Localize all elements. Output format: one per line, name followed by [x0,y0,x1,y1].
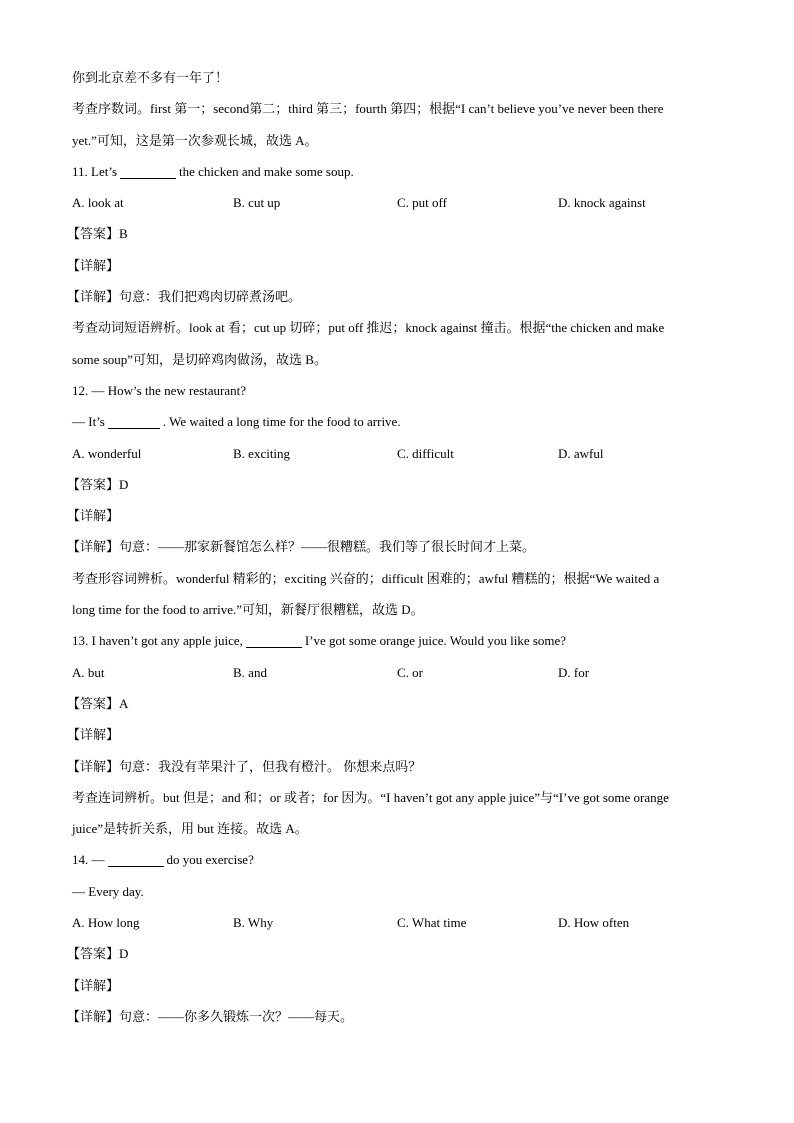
detail-heading [67,970,722,1001]
answer-blank [246,632,302,648]
question-text: the chicken and make some soup. [179,163,354,179]
answer-blank [120,163,176,179]
question-14 [72,844,722,875]
question-12-options [72,438,722,469]
question-text: . We waited a long time for the food to arrive. [162,414,401,430]
detail-line [67,1001,722,1032]
analysis-line: juice”是转折关系，用 but 连接。故选 A。 [72,821,308,837]
option-d: D. awful [558,445,604,461]
answer-tag: 【答案】D [67,946,129,962]
option-c: C. What time [397,915,467,931]
text-line: 你到北京差不多有一年了！ [72,70,229,85]
question-11-options [72,187,722,218]
option-b: B. exciting [233,445,291,461]
question-text: 14. — [72,852,105,868]
detail-heading [67,719,722,750]
analysis-line: long time for the food to arrive.”可知，新餐厅很糟糕，故选 D。 [72,602,424,618]
question-text: — It’s [72,414,105,430]
detail-text: 【详解】句意：——你多久锻炼一次？——每天。 [67,1008,354,1024]
detail-text: 【详解】句意：——那家新餐馆怎么样？——很糟糕。我们等了很长时间才上菜。 [67,539,536,555]
option-c: C. or [397,664,423,680]
option-a: A. but [72,664,105,680]
text-line: yet.”可知，这是第一次参观长城，故选 A。 [72,132,318,148]
question-text: I’ve got some orange juice. Would you like some? [304,633,567,649]
option-b: B. cut up [233,195,281,211]
answer-line [67,218,722,249]
analysis-line: 考查动词短语辨析。look at 看；cut up 切碎；put off 推迟；knock against 撞击。根据“the chicken and make [72,320,665,336]
answer-blank [108,851,164,867]
question-14-response: — Every day. [72,883,144,899]
question-12-response [72,406,722,437]
question-14-options [72,907,722,938]
option-d: D. How often [558,915,630,931]
detail-heading [67,500,722,531]
analysis-line: 考查形容词辨析。wonderful 精彩的；exciting 兴奋的；difficult 困难的；awful 糟糕的；根据“We waited a [72,570,660,586]
question-12: 12. — How’s the new restaurant? [72,382,247,398]
option-d: D. knock against [558,195,646,211]
detail-tag: 【详解】 [67,257,120,273]
answer-tag: 【答案】D [67,476,129,492]
detail-line [67,531,722,562]
text-line: 考查序数词。first 第一；second第二；third 第三；fourth 第四；根据“I can’t believe you’ve never been there [72,101,664,117]
answer-tag: 【答案】B [67,226,128,242]
question-text: 13. I haven’t got any apple juice, [72,633,243,649]
analysis-line: some soup”可知，是切碎鸡肉做汤，故选 B。 [72,351,327,367]
detail-heading [67,250,722,281]
question-11 [72,156,722,187]
option-b: B. and [233,664,267,680]
detail-tag: 【详解】 [67,727,120,743]
answer-tag: 【答案】A [67,695,129,711]
answer-line [67,469,722,500]
option-a: A. wonderful [72,445,142,461]
answer-line [67,938,722,969]
document-page [67,62,722,1032]
detail-line [67,281,722,312]
option-c: C. difficult [397,445,454,461]
question-13 [72,625,722,656]
analysis-line: 考查连词辨析。but 但是；and 和；or 或者；for 因为。“I haven’t got any apple juice”与“I’ve got some orange [72,789,669,805]
option-a: A. look at [72,195,124,211]
option-a: A. How long [72,915,140,931]
answer-blank [108,413,160,429]
detail-text: 【详解】句意：我们把鸡肉切碎煮汤吧。 [67,289,302,305]
detail-line [67,751,722,782]
question-text: 11. Let’s [72,163,118,179]
question-text: do you exercise? [166,852,254,868]
option-d: D. for [558,664,590,680]
detail-text: 【详解】句意：我没有苹果汁了，但我有橙汁。 你想来点吗？ [67,758,422,774]
option-b: B. Why [233,915,274,931]
detail-tag: 【详解】 [67,977,120,993]
option-c: C. put off [397,195,447,211]
detail-tag: 【详解】 [67,508,120,524]
question-13-options [72,657,722,688]
answer-line [67,688,722,719]
